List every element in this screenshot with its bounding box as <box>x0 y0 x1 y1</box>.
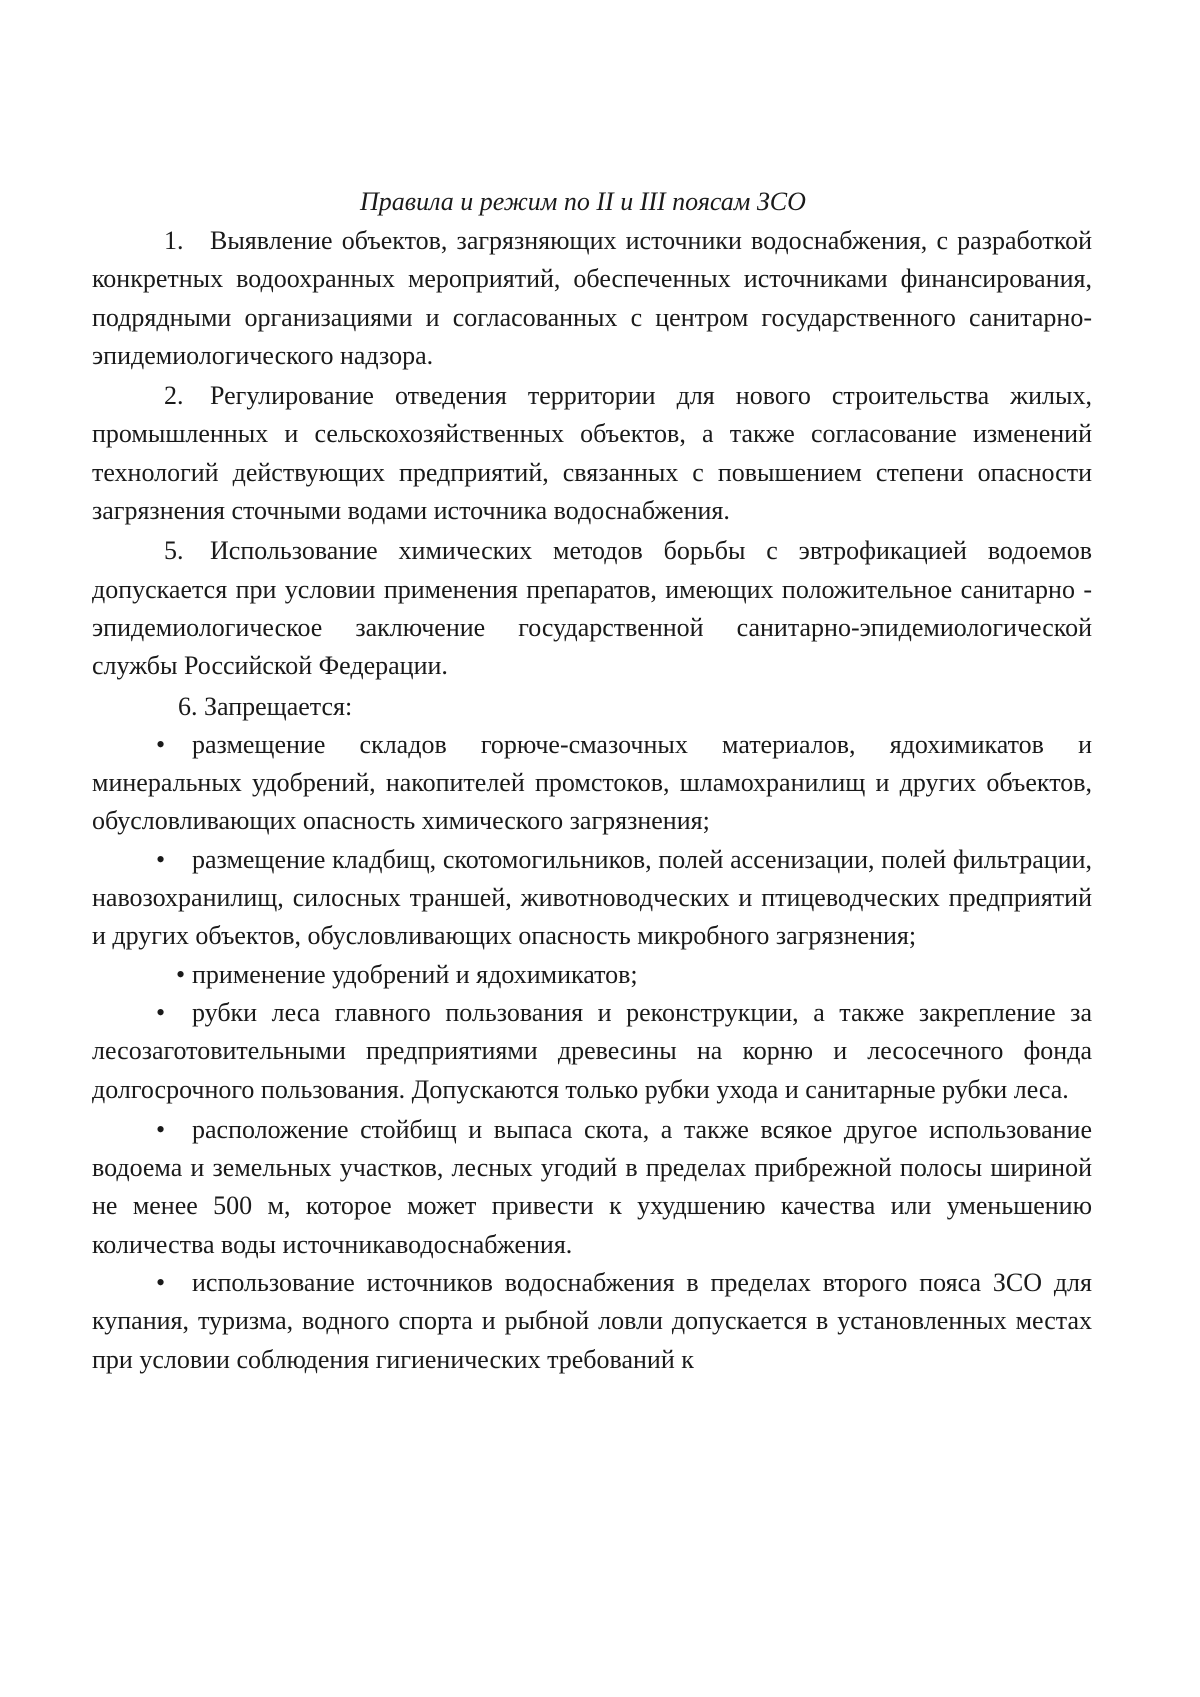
bullet-text: использование источников водоснабжения в пределах второго пояса ЗСО для купания, туризма, водного спорта и рыбной ловли допускается в установленных местах при условии соблюдения гигиенических требований к <box>92 1268 1092 1374</box>
bullet-text: размещение складов горюче-смазочных материалов, ядохимикатов и минеральных удобрений, накопителей промстоков, шламохранилищ и других объектов, обусловливающих опасность химического загрязнения; <box>92 729 1092 836</box>
document-heading: Правила и режим по II и III поясам ЗСО <box>360 187 806 216</box>
bullet-icon: • <box>156 844 166 874</box>
bullet-icon: • <box>156 1114 166 1144</box>
paragraph-number: 1. <box>164 226 184 255</box>
bullet-item <box>92 994 1092 1109</box>
bullet-text: расположение стойбищ и выпаса скота, а также всякое другое использование водоема и земельных участков, лесных угодий в пределах прибрежной полосы шириной не менее 500 м, которое может привести к ухудшению качества или уменьшению количества воды источникаводоснабжения. <box>92 1114 1092 1259</box>
document-body <box>92 222 1092 1379</box>
numbered-paragraph-2 <box>92 377 1092 530</box>
bullet-text: применение удобрений и ядохимикатов; <box>192 959 638 989</box>
bullet-icon: • <box>176 959 186 989</box>
paragraph-text: Регулирование отведения территории для нового строительства жилых, промышленных и сельскохозяйственных объектов, а также согласование изменений технологий действующих предприятий, связанных с повышением степени опасности загрязнения сточными водами источника водоснабжения. <box>92 381 1092 526</box>
prohibited-title: 6. Запрещается: <box>178 691 353 721</box>
paragraph-number: 2. <box>164 381 184 411</box>
bullet-item <box>92 956 1092 994</box>
bullet-text: размещение кладбищ, скотомогильников, полей ассенизации, полей фильтрации, навозохранилищ, силосных траншей, животноводческих и птицеводческих предприятий и других объектов, обусловливающих опасность микробного загрязнения; <box>92 844 1092 951</box>
bullet-icon: • <box>156 1268 166 1298</box>
bullet-text: рубки леса главного пользования и реконструкции, а также закрепление за лесозаготовительными предприятиями древесины на корню и лесосечного фонда долгосрочного пользования. Допускаются только рубки ухода и санитарные рубки леса. <box>92 997 1092 1104</box>
paragraph-number: 5. <box>164 536 184 566</box>
paragraph-text: Использование химических методов борьбы с эвтрофикацией водоемов допускается при условии применения препаратов, имеющих положительное санитарно - эпидемиологическое заключение государственной санитарно-эпидемиологической службы Российской Федерации. <box>92 536 1092 681</box>
bullet-icon: • <box>156 997 166 1027</box>
bullet-icon: • <box>156 729 166 759</box>
bullet-item <box>92 1264 1092 1379</box>
bullet-item <box>92 841 1092 956</box>
bullet-item <box>92 1111 1092 1264</box>
numbered-paragraph-1 <box>92 222 1092 375</box>
bullet-item <box>92 726 1092 841</box>
numbered-paragraph-5 <box>92 532 1092 685</box>
paragraph-text: Выявление объектов, загрязняющих источники водоснабжения, с разработкой конкретных водоохранных мероприятий, обеспеченных источниками финансирования, подрядными организациями и согласованных с центром государственного санитарно-эпидемиологического надзора. <box>92 226 1092 370</box>
